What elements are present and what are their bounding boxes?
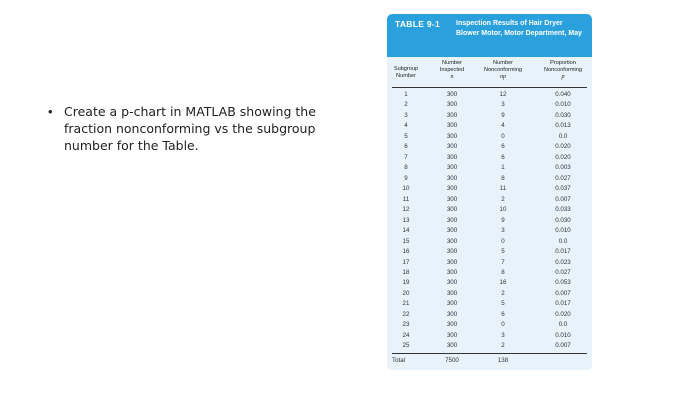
total-label: Total bbox=[392, 357, 406, 364]
proportion-cell: 0.030 bbox=[555, 111, 571, 119]
inspection-table bbox=[387, 14, 592, 370]
nonconforming-cell: 16 bbox=[499, 279, 507, 287]
inspected-cell: 300 bbox=[446, 216, 458, 224]
subgroup-cell: 5 bbox=[404, 132, 408, 140]
table-row bbox=[387, 299, 592, 309]
proportion-cell: 0.023 bbox=[555, 258, 571, 266]
inspected-cell: 300 bbox=[446, 153, 458, 161]
nonconforming-cell: 5 bbox=[501, 300, 505, 308]
inspected-cell: 300 bbox=[446, 268, 458, 276]
nonconforming-cell: 5 bbox=[501, 248, 505, 256]
table-row bbox=[387, 216, 592, 226]
subgroup-cell: 25 bbox=[402, 342, 410, 350]
nonconforming-cell: 6 bbox=[501, 153, 505, 161]
inspected-cell: 300 bbox=[446, 300, 458, 308]
subgroup-cell: 17 bbox=[402, 258, 410, 266]
subgroup-cell: 7 bbox=[404, 153, 408, 161]
table-row bbox=[387, 226, 592, 236]
proportion-cell: 0.020 bbox=[555, 310, 571, 318]
table-row bbox=[387, 278, 592, 288]
nonconforming-cell: 3 bbox=[501, 331, 505, 339]
subgroup-cell: 15 bbox=[402, 237, 410, 245]
total-inspected: 7500 bbox=[445, 357, 459, 364]
table-row bbox=[387, 174, 592, 184]
proportion-cell: 0.010 bbox=[555, 101, 571, 109]
proportion-cell: 0.0 bbox=[558, 237, 568, 245]
column-header-nonconforming: Number Nonconforming np bbox=[484, 60, 522, 80]
proportion-cell: 0.040 bbox=[555, 91, 571, 98]
nonconforming-cell: 10 bbox=[499, 206, 507, 214]
subgroup-cell: 8 bbox=[404, 164, 408, 172]
proportion-cell: 0.053 bbox=[555, 279, 571, 287]
nonconforming-cell: 4 bbox=[501, 122, 505, 130]
subgroup-cell: 2 bbox=[404, 101, 408, 109]
nonconforming-cell: 8 bbox=[501, 268, 505, 276]
table-row bbox=[387, 184, 592, 194]
proportion-cell: 0.027 bbox=[555, 174, 571, 182]
table-row bbox=[387, 121, 592, 131]
table-row bbox=[387, 289, 592, 299]
bullet-item bbox=[48, 103, 328, 154]
table-row bbox=[387, 310, 592, 320]
nonconforming-cell: 12 bbox=[499, 91, 507, 98]
proportion-cell: 0.0 bbox=[558, 132, 568, 140]
subgroup-cell: 11 bbox=[402, 195, 410, 203]
nonconforming-cell: 3 bbox=[501, 101, 505, 109]
inspected-cell: 300 bbox=[446, 101, 458, 109]
inspected-cell: 300 bbox=[446, 164, 458, 172]
table-row bbox=[387, 331, 592, 341]
nonconforming-cell: 0 bbox=[501, 321, 505, 329]
proportion-cell: 0.033 bbox=[555, 206, 571, 214]
subgroup-cell: 24 bbox=[402, 331, 410, 339]
table-rule-bottom bbox=[392, 353, 587, 354]
bullet-list bbox=[48, 103, 328, 154]
nonconforming-cell: 1 bbox=[501, 164, 505, 172]
proportion-cell: 0.007 bbox=[555, 195, 571, 203]
inspected-cell: 300 bbox=[446, 321, 458, 329]
subgroup-cell: 10 bbox=[402, 185, 410, 193]
inspected-cell: 300 bbox=[446, 185, 458, 193]
subgroup-cell: 14 bbox=[402, 227, 410, 235]
proportion-cell: 0.017 bbox=[555, 300, 571, 308]
subgroup-cell: 4 bbox=[404, 122, 408, 130]
subgroup-cell: 16 bbox=[402, 248, 410, 256]
proportion-cell: 0.007 bbox=[555, 342, 571, 350]
table-rule-top bbox=[392, 87, 587, 88]
table-total-row bbox=[387, 356, 592, 366]
nonconforming-cell: 2 bbox=[501, 195, 505, 203]
nonconforming-cell: 7 bbox=[501, 258, 505, 266]
nonconforming-cell: 3 bbox=[501, 227, 505, 235]
subgroup-cell: 6 bbox=[404, 143, 408, 151]
nonconforming-cell: 8 bbox=[501, 174, 505, 182]
subgroup-cell: 9 bbox=[404, 174, 408, 182]
nonconforming-cell: 2 bbox=[501, 342, 505, 350]
inspected-cell: 300 bbox=[446, 289, 458, 297]
table-title: Inspection Results of Hair Dryer Blower Motor, Motor Department, May bbox=[456, 20, 583, 37]
inspected-cell: 300 bbox=[446, 237, 458, 245]
nonconforming-cell: 0 bbox=[501, 237, 505, 245]
nonconforming-cell: 6 bbox=[501, 310, 505, 318]
table-body bbox=[387, 90, 592, 352]
proportion-cell: 0.003 bbox=[555, 164, 571, 172]
proportion-cell: 0.037 bbox=[555, 185, 571, 193]
table-row bbox=[387, 153, 592, 163]
subgroup-cell: 18 bbox=[402, 268, 410, 276]
proportion-cell: 0.0 bbox=[558, 321, 568, 329]
inspected-cell: 300 bbox=[446, 195, 458, 203]
subgroup-cell: 1 bbox=[404, 91, 408, 98]
table-row bbox=[387, 163, 592, 173]
proportion-cell: 0.007 bbox=[555, 289, 571, 297]
table-row bbox=[387, 142, 592, 152]
subgroup-cell: 21 bbox=[402, 300, 410, 308]
proportion-cell: 0.017 bbox=[555, 248, 571, 256]
table-row bbox=[387, 247, 592, 257]
proportion-cell: 0.020 bbox=[555, 143, 571, 151]
nonconforming-cell: 9 bbox=[501, 111, 505, 119]
inspected-cell: 300 bbox=[446, 122, 458, 130]
subgroup-cell: 12 bbox=[402, 206, 410, 214]
table-row bbox=[387, 205, 592, 215]
inspected-cell: 300 bbox=[446, 132, 458, 140]
inspected-cell: 300 bbox=[446, 227, 458, 235]
inspected-cell: 300 bbox=[446, 342, 458, 350]
bullet-dot-icon: • bbox=[48, 104, 53, 119]
table-row bbox=[387, 320, 592, 330]
table-header bbox=[387, 14, 592, 57]
inspected-cell: 300 bbox=[446, 258, 458, 266]
column-header-subgroup: Subgroup Number bbox=[393, 66, 419, 79]
subgroup-cell: 19 bbox=[402, 279, 410, 287]
nonconforming-cell: 11 bbox=[499, 185, 507, 193]
subgroup-cell: 3 bbox=[404, 111, 408, 119]
proportion-cell: 0.030 bbox=[555, 216, 571, 224]
inspected-cell: 300 bbox=[446, 279, 458, 287]
proportion-cell: 0.013 bbox=[555, 122, 571, 130]
inspected-cell: 300 bbox=[446, 310, 458, 318]
table-row bbox=[387, 341, 592, 351]
inspected-cell: 300 bbox=[446, 174, 458, 182]
proportion-cell: 0.010 bbox=[555, 331, 571, 339]
nonconforming-cell: 2 bbox=[501, 289, 505, 297]
table-number: TABLE 9-1 bbox=[395, 19, 441, 29]
proportion-cell: 0.010 bbox=[555, 227, 571, 235]
subgroup-cell: 22 bbox=[402, 310, 410, 318]
nonconforming-cell: 9 bbox=[501, 216, 505, 224]
subgroup-cell: 13 bbox=[402, 216, 410, 224]
column-header-proportion: Proportion Nonconforming p bbox=[544, 60, 582, 80]
proportion-cell: 0.020 bbox=[555, 153, 571, 161]
inspected-cell: 300 bbox=[446, 111, 458, 119]
inspected-cell: 300 bbox=[446, 206, 458, 214]
column-header-inspected: Number Inspected n bbox=[439, 60, 465, 80]
inspected-cell: 300 bbox=[446, 143, 458, 151]
bullet-text: Create a p-chart in MATLAB showing the fraction nonconforming vs the subgroup number for the Table. bbox=[64, 104, 316, 153]
table-row bbox=[387, 195, 592, 205]
table-row bbox=[387, 258, 592, 268]
table-row bbox=[387, 237, 592, 247]
nonconforming-cell: 0 bbox=[501, 132, 505, 140]
table-row bbox=[387, 90, 592, 100]
inspected-cell: 300 bbox=[446, 248, 458, 256]
table-row bbox=[387, 268, 592, 278]
table-row bbox=[387, 100, 592, 110]
subgroup-cell: 23 bbox=[402, 321, 410, 329]
proportion-cell: 0.027 bbox=[555, 268, 571, 276]
nonconforming-cell: 6 bbox=[501, 143, 505, 151]
inspected-cell: 300 bbox=[446, 331, 458, 339]
table-row bbox=[387, 132, 592, 142]
subgroup-cell: 20 bbox=[402, 289, 410, 297]
total-nonconforming: 138 bbox=[497, 357, 509, 364]
inspected-cell: 300 bbox=[446, 91, 458, 98]
table-row bbox=[387, 111, 592, 121]
